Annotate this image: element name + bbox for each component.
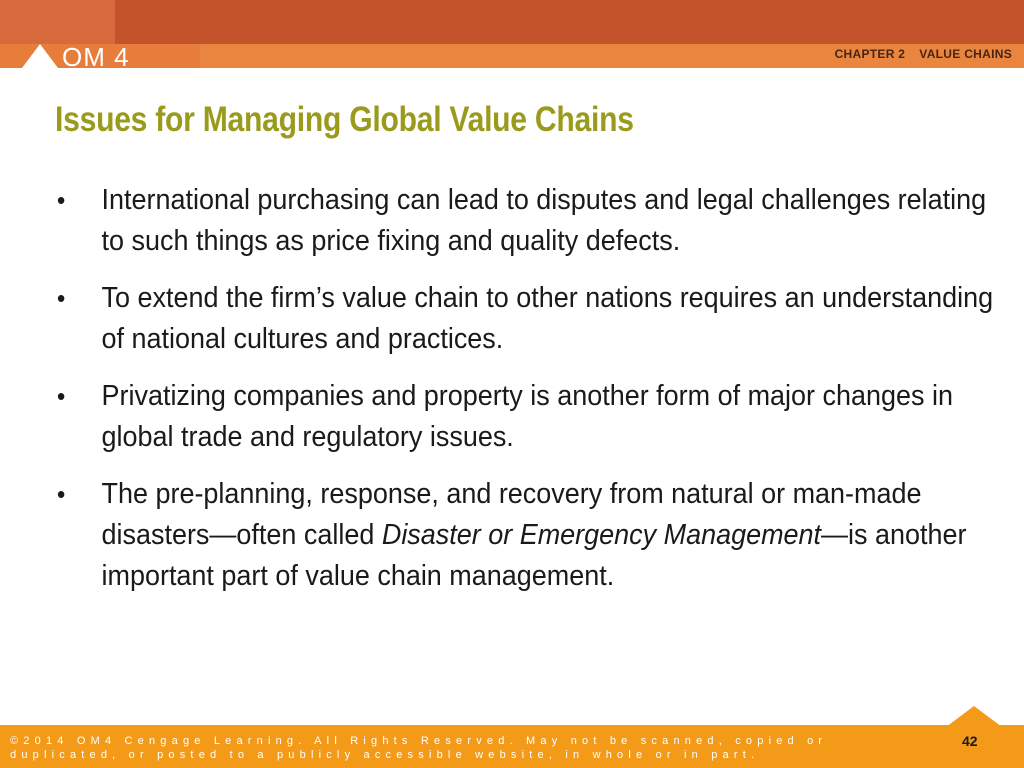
bullet-text: International purchasing can lead to disputes and legal challenges relating to such things as price fixing and quality defects. bbox=[101, 184, 987, 257]
page-number: 42 bbox=[962, 733, 978, 749]
om4-logo bbox=[20, 40, 160, 70]
chapter-label: CHAPTER 2 bbox=[834, 47, 906, 61]
bullet-item bbox=[55, 278, 994, 360]
footer-triangle-icon bbox=[946, 706, 1006, 728]
bullet-list bbox=[55, 180, 994, 613]
header-top-band bbox=[0, 0, 1024, 44]
bullet-dot: • bbox=[56, 283, 66, 313]
bullet-text-before: The pre-planning, response, and recovery from natural or man-made disasters—often called bbox=[101, 478, 922, 551]
bullet-item bbox=[55, 474, 994, 597]
bullet-item bbox=[55, 180, 994, 262]
bullet-text-after: —is another important part of value chain management. bbox=[101, 519, 967, 592]
bullet-dot: • bbox=[56, 185, 66, 215]
om4-triangle-logo-icon bbox=[20, 40, 64, 70]
bullet-text: To extend the firm’s value chain to other nations requires an understanding of national cultures and practices. bbox=[101, 282, 994, 355]
header-left-tab bbox=[0, 0, 115, 44]
logo-text: OM 4 bbox=[62, 42, 130, 72]
slide-title: Issues for Managing Global Value Chains bbox=[55, 100, 634, 139]
bullet-item bbox=[55, 376, 994, 458]
bullet-dot: • bbox=[56, 479, 66, 509]
footer-bar bbox=[0, 725, 1024, 768]
chapter-title: VALUE CHAINS bbox=[919, 47, 1012, 61]
bullet-dot: • bbox=[56, 381, 66, 411]
chapter-heading bbox=[835, 47, 1012, 61]
bullet-text-italic: Disaster or Emergency Management bbox=[381, 519, 822, 551]
footer-copyright: ©2014 OM4 Cengage Learning. All Rights Reserved. May not be scanned, copied or duplicated, or posted to a publicly accessible website, in whole or in part. bbox=[10, 735, 828, 761]
bullet-text: Privatizing companies and property is another form of major changes in global trade and regulatory issues. bbox=[101, 380, 953, 453]
